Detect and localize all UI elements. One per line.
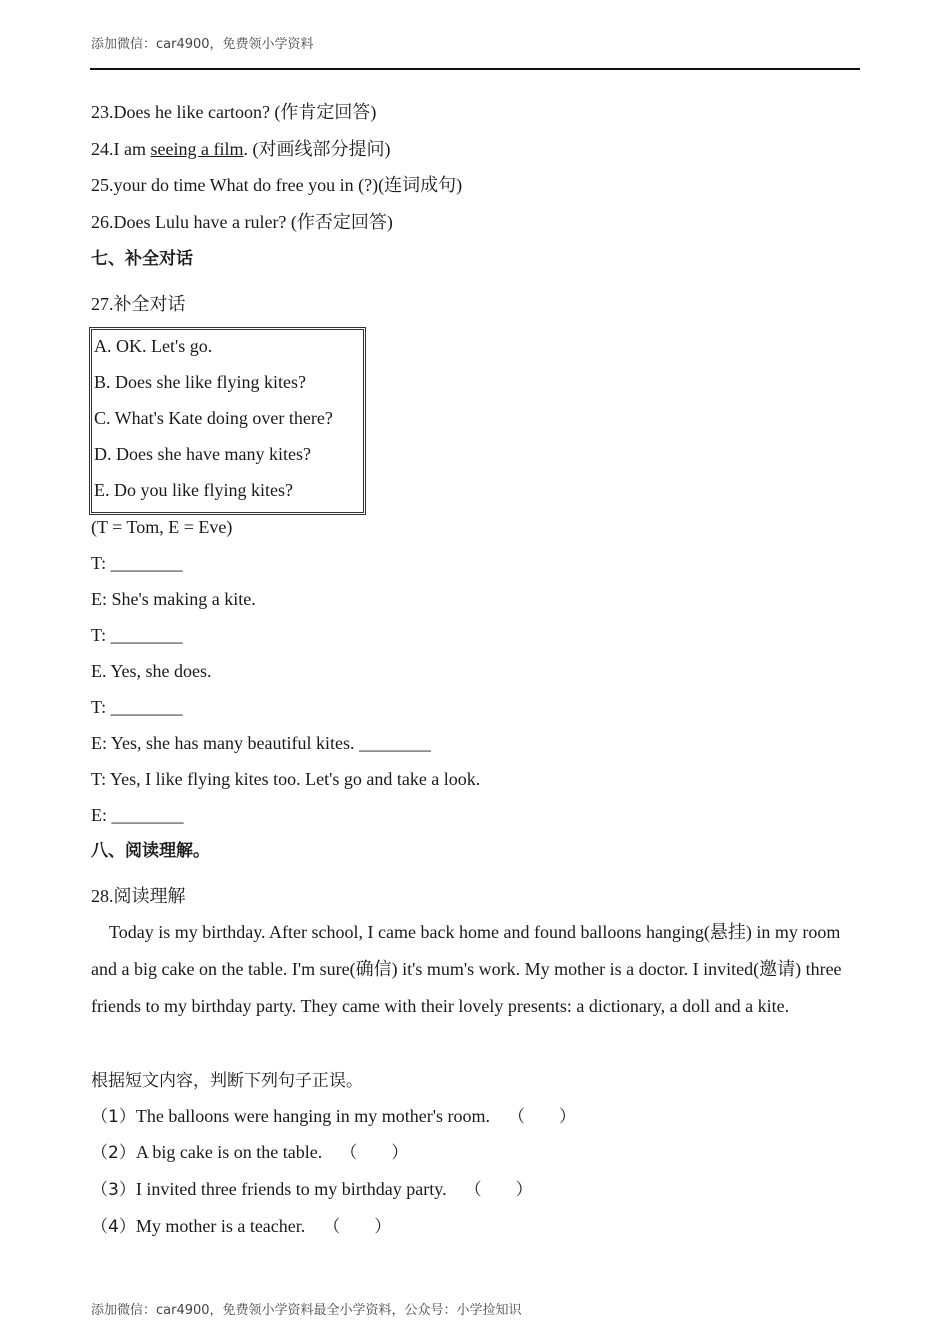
page-header: 添加微信：car4900，免费领小学资料 bbox=[91, 37, 314, 52]
dialogue-line: T: Yes, I like flying kites too. Let's go and take a look. bbox=[91, 769, 481, 789]
option-b: B. Does she like flying kites? bbox=[94, 372, 306, 392]
judge-item-text: My mother is a teacher. bbox=[135, 1216, 306, 1236]
question-24 bbox=[91, 138, 390, 160]
judge-item-text: I invited three friends to my birthday party. bbox=[135, 1179, 447, 1199]
reading-passage: Today is my birthday. After school, I came back home and found balloons hanging(悬挂) in my room and a big cake on the table. I'm sure(确信) it's mum's work. My mother is a doctor. I invited(邀请) three friends to my birthday party. They came with their lovely presents: a dictionary, a doll and a kite. bbox=[91, 922, 842, 1016]
header-divider bbox=[90, 68, 860, 70]
judge-item bbox=[91, 1105, 576, 1128]
options-box bbox=[89, 327, 366, 515]
judge-item-number: （4） bbox=[91, 1217, 136, 1237]
answer-blank[interactable]: （ ） bbox=[464, 1180, 533, 1200]
dialogue-line: E: Yes, she has many beautiful kites. ________ bbox=[91, 733, 431, 753]
dialogue-line: T: ________ bbox=[91, 625, 183, 645]
judge-item bbox=[91, 1178, 533, 1201]
judge-item-text: The balloons were hanging in my mother's room. bbox=[135, 1106, 491, 1126]
judge-item-number: （2） bbox=[91, 1143, 136, 1163]
answer-blank[interactable]: （ ） bbox=[340, 1143, 409, 1163]
option-e: E. Do you like flying kites? bbox=[94, 480, 293, 500]
dialogue-line: E: She's making a kite. bbox=[91, 589, 256, 609]
judge-item-text: A big cake is on the table. bbox=[135, 1142, 323, 1162]
dialogue-legend: (T = Tom, E = Eve) bbox=[91, 517, 233, 537]
section-7-title: 七、补全对话 bbox=[91, 249, 193, 269]
answer-blank[interactable]: （ ） bbox=[323, 1217, 392, 1237]
judge-item bbox=[91, 1141, 408, 1164]
judge-item-number: （3） bbox=[91, 1180, 136, 1200]
section-8-title: 八、阅读理解。 bbox=[91, 841, 210, 861]
option-d: D. Does she have many kites? bbox=[94, 444, 311, 464]
question-25: 25.your do time What do free you in (?)(连词成句) bbox=[91, 175, 463, 195]
dialogue-line: E. Yes, she does. bbox=[91, 661, 212, 681]
question-24-underlined: seeing a film bbox=[150, 139, 244, 159]
answer-blank[interactable]: （ ） bbox=[508, 1107, 577, 1127]
question-24-prefix: 24.I am bbox=[91, 139, 151, 159]
question-28-label: 28.阅读理解 bbox=[91, 886, 186, 906]
question-26: 26.Does Lulu have a ruler? (作否定回答) bbox=[91, 212, 393, 232]
dialogue-line: E: ________ bbox=[91, 805, 184, 825]
judge-item bbox=[91, 1215, 391, 1238]
dialogue-line: T: ________ bbox=[91, 553, 183, 573]
dialogue-line: T: ________ bbox=[91, 697, 183, 717]
question-24-suffix: . (对画线部分提问) bbox=[243, 139, 391, 159]
judge-item-number: （1） bbox=[91, 1107, 136, 1127]
option-a: A. OK. Let's go. bbox=[94, 336, 213, 356]
question-27-label: 27.补全对话 bbox=[91, 294, 186, 314]
option-c: C. What's Kate doing over there? bbox=[94, 408, 333, 428]
page-footer: 添加微信：car4900，免费领小学资料最全小学资料，公众号：小学捡知识 bbox=[91, 1303, 522, 1318]
reading-instruction: 根据短文内容，判断下列句子正误。 bbox=[91, 1071, 363, 1091]
question-23: 23.Does he like cartoon? (作肯定回答) bbox=[91, 102, 377, 122]
